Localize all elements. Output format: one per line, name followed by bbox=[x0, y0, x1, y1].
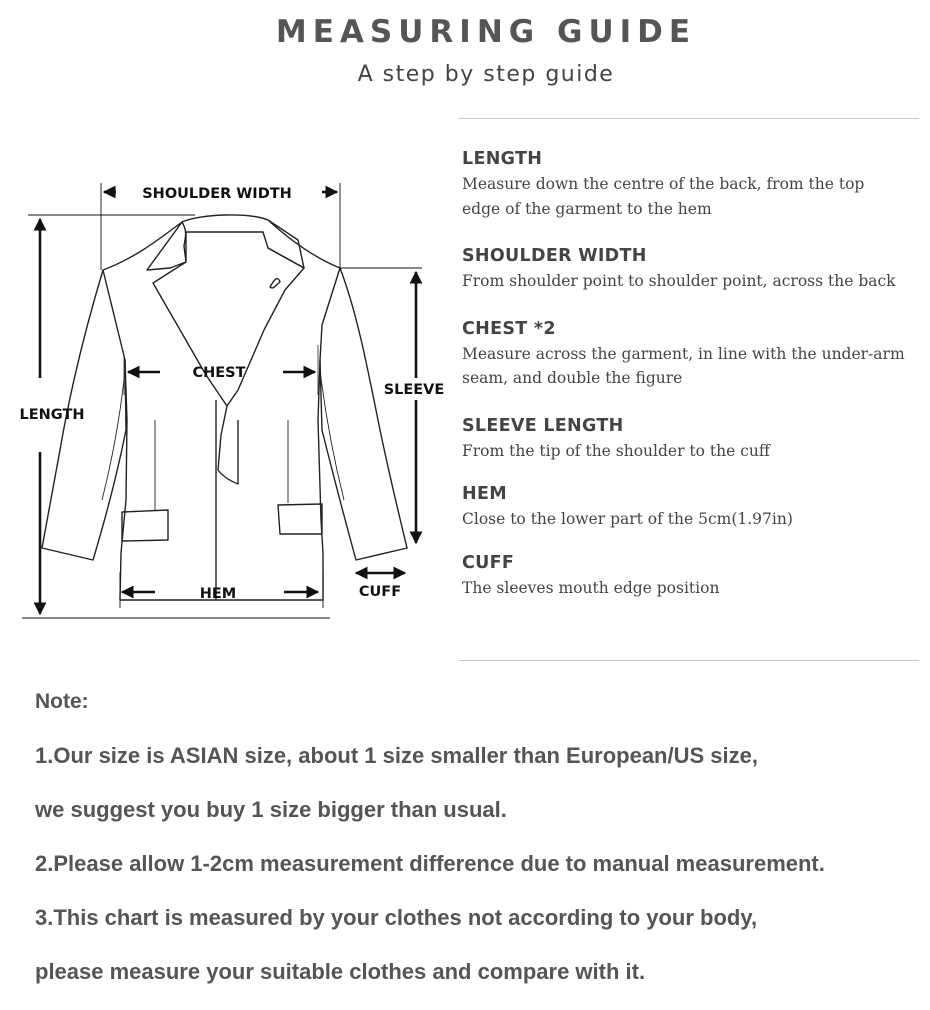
jacket-diagram bbox=[0, 170, 450, 630]
label-chest: CHEST bbox=[192, 365, 246, 381]
label-cuff: CUFF bbox=[358, 584, 402, 600]
page-title: MEASURING GUIDE bbox=[275, 14, 697, 50]
spec-sleeve-length bbox=[462, 413, 924, 464]
spec-desc-line: The sleeves mouth edge position bbox=[462, 578, 720, 597]
label-hem: HEM bbox=[199, 586, 237, 602]
label-shoulder-width: SHOULDER WIDTH bbox=[142, 186, 292, 202]
measurement-guides bbox=[19, 183, 422, 618]
spec-name: HEM bbox=[462, 484, 507, 504]
label-length: LENGTH bbox=[19, 407, 85, 423]
spec-name: SHOULDER WIDTH bbox=[462, 246, 647, 266]
label-sleeve: SLEEVE bbox=[383, 382, 445, 398]
note-line: 1.Our size is ASIAN size, about 1 size smaller than European/US size, bbox=[35, 743, 758, 768]
spec-desc bbox=[462, 172, 924, 221]
notes-heading: Note: bbox=[35, 690, 89, 713]
spec-name: LENGTH bbox=[462, 149, 543, 169]
spec-desc-line: From shoulder point to shoulder point, across the back bbox=[462, 272, 896, 290]
spec-desc bbox=[462, 439, 924, 464]
spec-desc bbox=[462, 576, 924, 601]
size-notes bbox=[35, 687, 825, 987]
spec-desc-line: seam, and double the figure bbox=[462, 369, 683, 387]
note-line: 3.This chart is measured by your clothes not according to your body, bbox=[35, 905, 758, 930]
note-line: 2.Please allow 1-2cm measurement difference due to manual measurement. bbox=[35, 851, 825, 876]
spec-desc-line: Close to the lower part of the 5cm(1.97in) bbox=[462, 510, 793, 528]
note-line: please measure your suitable clothes and compare with it. bbox=[35, 959, 646, 984]
spec-length bbox=[462, 146, 924, 221]
spec-hem bbox=[462, 481, 924, 532]
measurement-definitions bbox=[462, 146, 924, 600]
spec-name: CHEST *2 bbox=[462, 318, 556, 339]
spec-desc bbox=[462, 342, 924, 391]
note-line: we suggest you buy 1 size bigger than usual. bbox=[35, 797, 507, 822]
spec-desc-line: Measure down the centre of the back, from the top bbox=[462, 175, 865, 193]
top-divider bbox=[459, 118, 919, 119]
spec-desc-line: From the tip of the shoulder to the cuff bbox=[462, 441, 770, 460]
spec-desc-line: edge of the garment to the hem bbox=[462, 199, 712, 218]
spec-name: CUFF bbox=[462, 552, 515, 573]
spec-chest bbox=[462, 316, 924, 391]
spec-desc-line: Measure across the garment, in line with the under-arm bbox=[462, 344, 905, 363]
bottom-divider bbox=[459, 660, 919, 661]
spec-desc bbox=[462, 269, 924, 294]
page-subtitle: A step by step guide bbox=[357, 62, 615, 87]
spec-cuff bbox=[462, 550, 924, 601]
jacket-outline bbox=[42, 215, 407, 600]
spec-desc bbox=[462, 507, 924, 532]
spec-shoulder-width bbox=[462, 243, 924, 294]
spec-name: SLEEVE LENGTH bbox=[462, 415, 624, 436]
